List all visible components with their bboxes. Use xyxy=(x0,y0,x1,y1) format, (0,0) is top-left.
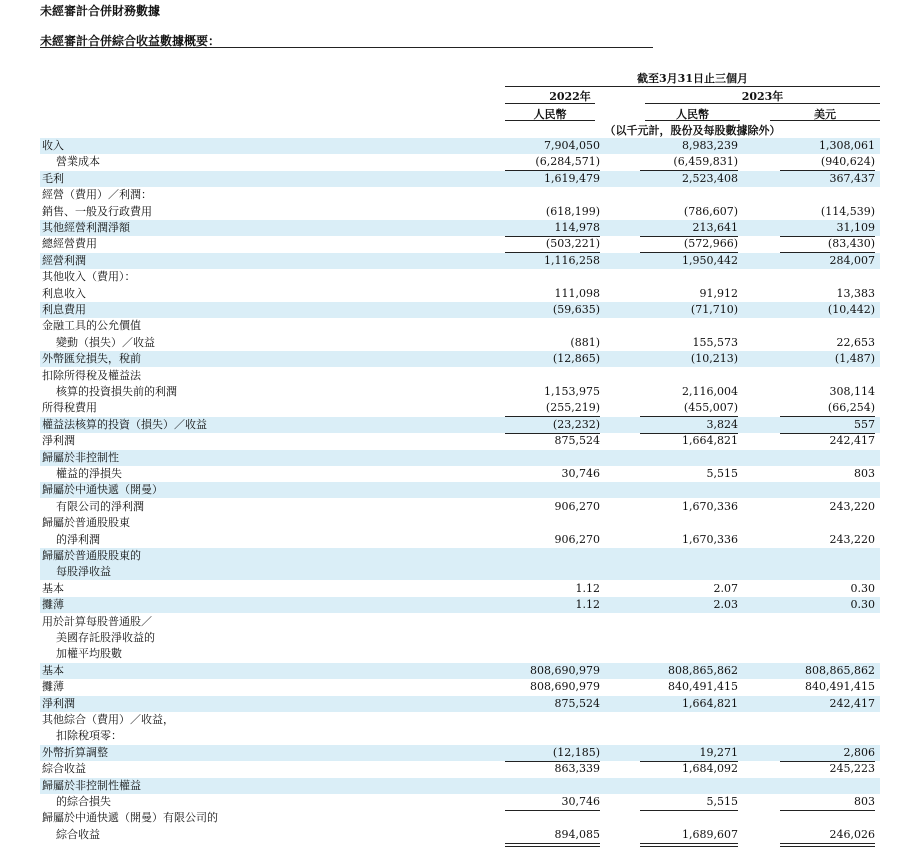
row-value-2: 1,689,607 xyxy=(640,828,738,842)
table-row xyxy=(40,646,880,662)
currency-rmb-2023: 人民幣 xyxy=(676,108,709,121)
table-row xyxy=(40,630,880,646)
table-row xyxy=(40,220,880,236)
row-label: 權益的淨損失 xyxy=(56,467,122,480)
row-label: 金融工具的公允價值 xyxy=(42,319,141,333)
row-value-1: 1,153,975 xyxy=(544,385,600,398)
row-label: 扣除所得稅及權益法 xyxy=(42,368,141,382)
year-2022-rule xyxy=(505,103,595,104)
row-value-1: (23,232) xyxy=(505,418,600,432)
table-row xyxy=(40,614,880,630)
table-row xyxy=(40,827,880,843)
row-value-3: 0.30 xyxy=(850,581,875,595)
row-value-2: 2.03 xyxy=(713,598,738,612)
currency-rule-1 xyxy=(505,120,595,121)
row-value-3: 308,114 xyxy=(829,385,875,398)
row-value-2: (786,607) xyxy=(683,204,738,218)
row-value-1: 1.12 xyxy=(575,598,600,612)
period-header: 截至3月31日止三個月 xyxy=(637,72,748,85)
row-value-3: 2,806 xyxy=(780,746,875,760)
section-subtitle: 未經審計合併綜合收益數據概要： xyxy=(40,34,221,48)
row-value-1: (618,199) xyxy=(545,204,600,218)
table-row xyxy=(40,368,880,384)
table-row xyxy=(40,318,880,334)
row-label: 歸屬於中通快遞（開曼） xyxy=(42,483,163,497)
row-label: 其他綜合（費用）／收益， xyxy=(42,713,174,726)
table-row xyxy=(40,302,880,318)
table-row xyxy=(40,269,880,285)
row-value-3: 242,417 xyxy=(829,434,875,448)
row-label: 的淨利潤 xyxy=(56,532,100,546)
row-value-2: 8,983,239 xyxy=(682,139,738,152)
row-value-3: (1,487) xyxy=(834,352,875,366)
row-label: 其他經營利潤淨額 xyxy=(42,221,130,234)
row-label: 利息收入 xyxy=(42,286,86,300)
row-value-2: 1,664,821 xyxy=(682,696,738,710)
row-value-2: 91,912 xyxy=(699,286,738,300)
table-row xyxy=(40,253,880,269)
row-value-1: 1,619,479 xyxy=(544,171,600,185)
double-underline xyxy=(780,843,875,847)
row-value-1: 1.12 xyxy=(575,581,600,595)
row-label: 毛利 xyxy=(42,171,64,185)
row-label: 的綜合損失 xyxy=(56,795,111,808)
row-value-1: (255,219) xyxy=(505,401,600,415)
row-value-2: (6,459,831) xyxy=(640,155,738,169)
row-value-3: 367,437 xyxy=(829,171,875,185)
table-row xyxy=(40,417,880,433)
table-row xyxy=(40,154,880,170)
row-value-1: (6,284,571) xyxy=(505,155,600,169)
table-row xyxy=(40,450,880,466)
row-label: 所得稅費用 xyxy=(42,401,97,415)
row-value-3: 31,109 xyxy=(780,221,875,235)
table-row xyxy=(40,778,880,794)
row-value-3: (66,254) xyxy=(780,401,875,415)
table-row xyxy=(40,499,880,515)
row-value-2: 1,950,442 xyxy=(682,253,738,267)
row-label: 淨利潤 xyxy=(42,696,75,710)
table-row xyxy=(40,482,880,498)
row-label: 淨利潤 xyxy=(42,434,75,448)
row-value-3: 840,491,415 xyxy=(805,680,875,694)
row-value-2: 808,865,862 xyxy=(668,663,738,677)
row-value-1: 30,746 xyxy=(505,795,600,809)
row-value-2: 2.07 xyxy=(713,581,738,595)
row-value-1: 7,904,050 xyxy=(544,139,600,152)
table-row xyxy=(40,351,880,367)
row-value-3: 243,220 xyxy=(829,532,875,546)
row-value-2: 2,116,004 xyxy=(682,385,738,398)
row-value-3: 242,417 xyxy=(829,696,875,710)
table-row xyxy=(40,400,880,416)
double-underline xyxy=(505,843,600,847)
row-value-2: 155,573 xyxy=(692,335,738,349)
row-label: 攤薄 xyxy=(42,598,64,612)
table-row xyxy=(40,138,880,154)
row-value-3: (940,624) xyxy=(780,155,875,169)
row-value-3: (114,539) xyxy=(820,204,875,218)
row-value-3: 243,220 xyxy=(829,499,875,513)
table-row xyxy=(40,335,880,351)
row-value-1: 111,098 xyxy=(554,286,600,300)
row-value-3: 13,383 xyxy=(836,286,875,300)
row-value-1: 875,524 xyxy=(554,696,600,710)
table-row xyxy=(40,433,880,449)
unit-note: （以千元計，股份及每股數據除外） xyxy=(604,124,781,137)
table-row xyxy=(40,679,880,695)
row-value-2: (455,007) xyxy=(640,401,738,415)
currency-rule-2 xyxy=(645,120,740,121)
row-label: 用於計算每股普通股／ xyxy=(42,614,152,628)
row-label: 基本 xyxy=(42,581,64,595)
table-row xyxy=(40,187,880,203)
year-2023-header: 2023年 xyxy=(741,90,784,103)
row-label: 歸屬於普通股股東 xyxy=(42,516,130,530)
row-label: 攤薄 xyxy=(42,680,64,694)
row-value-2: 3,824 xyxy=(640,418,738,432)
row-label: 收入 xyxy=(42,139,64,152)
table-row xyxy=(40,597,880,613)
row-label: 扣除稅項零： xyxy=(56,729,122,743)
row-label: 每股淨收益 xyxy=(56,565,111,579)
row-value-2: 1,684,092 xyxy=(682,762,738,776)
currency-rule-3 xyxy=(770,120,880,121)
row-label: 歸屬於非控制性 xyxy=(42,450,119,464)
row-label: 經營（費用）／利潤： xyxy=(42,188,152,202)
row-value-1: (12,865) xyxy=(552,352,600,366)
row-value-1: 906,270 xyxy=(554,499,600,513)
row-label: 外幣折算調整 xyxy=(42,745,108,759)
row-value-1: 30,746 xyxy=(505,467,600,481)
table-row xyxy=(40,581,880,597)
row-value-1: (881) xyxy=(570,335,600,349)
row-value-2: 1,670,336 xyxy=(682,499,738,513)
table-row xyxy=(40,564,880,580)
row-label: 外幣匯兌損失，稅前 xyxy=(42,352,141,366)
row-value-3: 808,865,862 xyxy=(805,663,875,677)
currency-rmb-2022: 人民幣 xyxy=(533,108,567,121)
row-value-3: 246,026 xyxy=(780,828,875,842)
table-row xyxy=(40,810,880,826)
table-row xyxy=(40,236,880,252)
table-row xyxy=(40,171,880,187)
row-value-3: 803 xyxy=(780,795,875,809)
row-value-2: 5,515 xyxy=(640,795,738,809)
row-value-3: 284,007 xyxy=(829,253,875,267)
row-value-3: 245,223 xyxy=(829,762,875,776)
row-value-2: (71,710) xyxy=(690,303,738,316)
row-value-2: (10,213) xyxy=(690,352,738,366)
row-label: 加權平均股數 xyxy=(56,647,122,661)
row-value-3: 557 xyxy=(780,418,875,432)
currency-usd-2023: 美元 xyxy=(814,108,836,121)
row-label: 核算的投資損失前的利潤 xyxy=(56,385,177,398)
table-row xyxy=(40,548,880,564)
table-row xyxy=(40,728,880,744)
table-row xyxy=(40,384,880,400)
row-label: 經營利潤 xyxy=(42,253,86,267)
row-label: 權益法核算的投資（損失）／收益 xyxy=(42,417,207,431)
row-value-1: 808,690,979 xyxy=(530,680,600,694)
row-value-3: 1,308,061 xyxy=(819,139,875,152)
row-value-2: 1,664,821 xyxy=(682,434,738,448)
row-label: 銷售、一般及行政費用 xyxy=(42,204,152,218)
table-row xyxy=(40,696,880,712)
row-label: 歸屬於中通快遞（開曼）有限公司的 xyxy=(42,811,218,825)
row-value-2: 840,491,415 xyxy=(668,680,738,694)
row-label: 有限公司的淨利潤 xyxy=(56,499,144,513)
row-value-2: 213,641 xyxy=(640,221,738,235)
row-value-3: 803 xyxy=(780,467,875,481)
row-value-1: 894,085 xyxy=(505,828,600,842)
row-label: 基本 xyxy=(42,663,64,677)
row-value-1: (12,185) xyxy=(505,746,600,760)
year-2023-rule xyxy=(645,103,880,104)
period-header-rule xyxy=(505,86,880,87)
row-value-1: 1,116,258 xyxy=(544,253,600,267)
table-row xyxy=(40,663,880,679)
table-row xyxy=(40,794,880,810)
row-label: 歸屬於非控制性權益 xyxy=(42,778,141,792)
row-value-1: 906,270 xyxy=(554,532,600,546)
row-label: 綜合收益 xyxy=(56,827,100,841)
table-row xyxy=(40,761,880,777)
row-value-2: 5,515 xyxy=(640,467,738,481)
row-value-3: 22,653 xyxy=(836,335,875,349)
row-value-2: (572,966) xyxy=(640,237,738,251)
row-label: 變動（損失）／收益 xyxy=(56,335,155,349)
row-value-1: 875,524 xyxy=(554,434,600,448)
row-value-3: (10,442) xyxy=(827,303,875,316)
row-label: 其他收入（費用）： xyxy=(42,270,136,284)
row-label: 營業成本 xyxy=(56,155,100,169)
row-label: 利息費用 xyxy=(42,303,86,316)
row-value-2: 19,271 xyxy=(640,746,738,760)
table-row xyxy=(40,515,880,531)
row-label: 總經營費用 xyxy=(42,237,97,251)
year-2022-header: 2022年 xyxy=(549,90,591,103)
row-value-1: 863,339 xyxy=(554,762,600,776)
row-value-1: 114,978 xyxy=(505,221,600,235)
table-row xyxy=(40,286,880,302)
table-row xyxy=(40,204,880,220)
row-label: 綜合收益 xyxy=(42,762,86,776)
row-value-1: 808,690,979 xyxy=(530,663,600,677)
row-value-3: (83,430) xyxy=(780,237,875,251)
table-row xyxy=(40,745,880,761)
row-value-1: (503,221) xyxy=(505,237,600,251)
row-value-2: 1,670,336 xyxy=(682,532,738,546)
page-title: 未經審計合併財務數據 xyxy=(40,4,161,18)
double-underline xyxy=(640,843,738,847)
table-row xyxy=(40,712,880,728)
row-label: 歸屬於普通股股東的 xyxy=(42,549,141,562)
row-value-1: (59,635) xyxy=(552,303,600,316)
row-label: 美國存託股淨收益的 xyxy=(56,631,155,644)
subtitle-underline xyxy=(40,47,653,48)
row-value-3: 0.30 xyxy=(850,598,875,612)
row-value-2: 2,523,408 xyxy=(682,171,738,185)
table-row xyxy=(40,532,880,548)
table-row xyxy=(40,466,880,482)
